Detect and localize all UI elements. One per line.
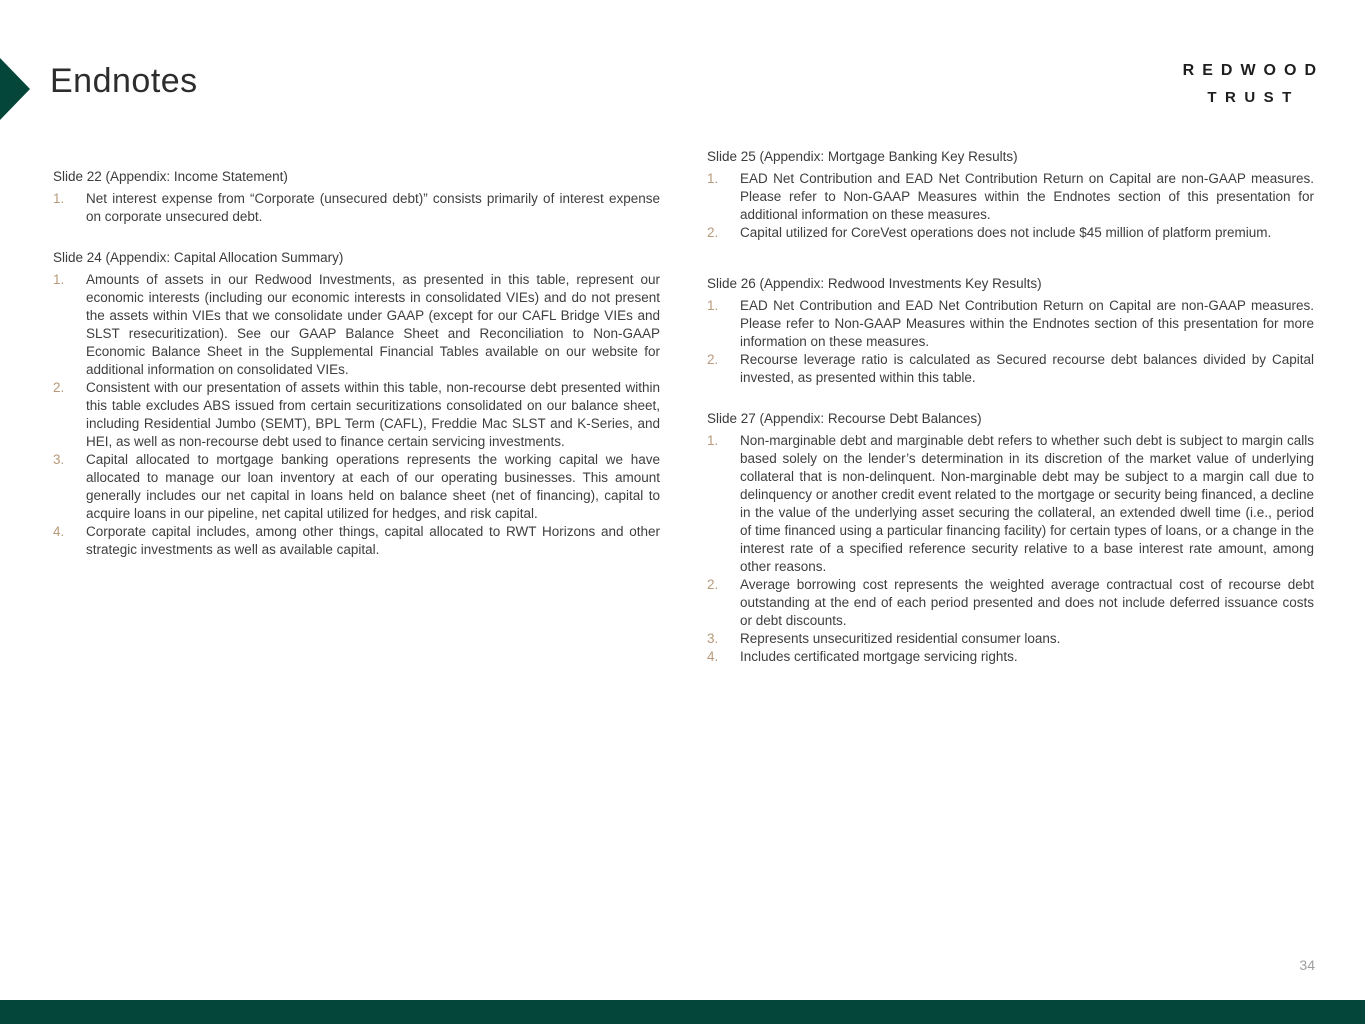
endnote-number: 1. [53, 272, 65, 287]
endnote-text: EAD Net Contribution and EAD Net Contribution Return on Capital are non-GAAP measures. Please refer to Non-GAAP Measures within the Endnotes section of this presentation for more information on these measures. [740, 298, 1314, 349]
footer-bar [0, 1000, 1365, 1024]
section-label: Slide 26 (Appendix: Redwood Investments Key Results) [707, 276, 1042, 291]
endnote-section [53, 249, 660, 559]
page-number: 34 [1299, 957, 1315, 973]
endnote-item [707, 432, 1314, 576]
endnote-item [707, 170, 1314, 224]
endnote-number: 3. [53, 452, 65, 467]
endnotes-column-right [707, 148, 1314, 689]
endnote-section [707, 148, 1314, 242]
endnote-item [707, 648, 1314, 666]
endnote-number: 1. [707, 433, 719, 448]
endnotes-column-left [53, 148, 660, 689]
endnote-text: Capital utilized for CoreVest operations does not include $45 million of platform premium. [740, 225, 1272, 240]
endnote-number: 2. [707, 577, 719, 592]
endnote-item [707, 351, 1314, 387]
endnote-section [53, 168, 660, 226]
endnote-text: Average borrowing cost represents the weighted average contractual cost of recourse debt outstanding at the end of each period presented and does not include deferred issuance costs or debt discounts. [740, 577, 1314, 628]
endnote-text: Capital allocated to mortgage banking operations represents the working capital we have allocated to manage our loan inventory at each of our operating businesses. This amount generally includes our net capital in loans held on balance sheet (net of financing), capital to acquire loans in our pipeline, net capital utilized for hedges, and risk capital. [86, 452, 660, 521]
endnote-text: Represents unsecuritized residential consumer loans. [740, 631, 1061, 646]
endnote-item [707, 224, 1314, 242]
section-label: Slide 22 (Appendix: Income Statement) [53, 169, 288, 184]
endnote-item [53, 190, 660, 226]
endnote-number: 3. [707, 631, 719, 646]
endnote-item [53, 523, 660, 559]
endnote-item [707, 297, 1314, 351]
page-title: Endnotes [50, 62, 198, 100]
section-label: Slide 25 (Appendix: Mortgage Banking Key Results) [707, 149, 1018, 164]
endnote-item [707, 630, 1314, 648]
endnote-item [707, 576, 1314, 630]
endnote-text: Recourse leverage ratio is calculated as Secured recourse debt balances divided by Capital invested, as presented within this table. [740, 352, 1314, 385]
endnote-number: 2. [53, 380, 65, 395]
endnote-number: 4. [707, 649, 719, 664]
endnote-text: Amounts of assets in our Redwood Investments, as presented in this table, represent our economic interests (including our economic interests in consolidated VIEs) and do not present the assets within VIEs that we consolidate under GAAP (except for our CAFL Bridge VIEs and SLST resecuritization). See our GAAP Balance Sheet and Reconciliation to Non-GAAP Economic Balance Sheet in the Supplemental Financial Tables available on our website for additional information on consolidated VIEs. [86, 272, 660, 377]
endnote-number: 1. [707, 298, 719, 313]
company-logo [1182, 62, 1324, 106]
endnote-text: EAD Net Contribution and EAD Net Contribution Return on Capital are non-GAAP measures. Please refer to Non-GAAP Measures within the Endnotes section of this presentation for additional information on these measures. [740, 171, 1314, 222]
endnote-number: 4. [53, 524, 65, 539]
endnote-text: Includes certificated mortgage servicing rights. [740, 649, 1018, 664]
endnote-section [707, 410, 1314, 666]
endnote-section [707, 275, 1314, 387]
endnote-number: 1. [53, 191, 65, 206]
endnote-text: Non-marginable debt and marginable debt refers to whether such debt is subject to margin calls based solely on the lender’s determination in its discretion of the market value of underlying collateral that is non-delinquent. Non-marginable debt may be subject to a margin call due to delinquency or another credit event related to the mortgage or security being financed, a decline in the value of the underlying asset securing the collateral, an extended dwell time (i.e., period of time financed using a particular financing facility) for certain types of loans, or a change in the interest rate of a specified reference security relative to a base interest rate amount, among other reasons. [740, 433, 1314, 574]
endnote-text: Corporate capital includes, among other things, capital allocated to RWT Horizons and other strategic investments as well as available capital. [86, 524, 660, 557]
endnote-number: 2. [707, 352, 719, 367]
section-label: Slide 27 (Appendix: Recourse Debt Balances) [707, 411, 982, 426]
endnotes-content [53, 148, 1314, 689]
endnote-item [53, 271, 660, 379]
logo-redwood-text: REDWOOD [1182, 62, 1324, 79]
endnote-item [53, 451, 660, 523]
section-label: Slide 24 (Appendix: Capital Allocation Summary) [53, 250, 344, 265]
brand-arrow-icon [0, 58, 30, 120]
endnote-item [53, 379, 660, 451]
endnote-text: Consistent with our presentation of assets within this table, non-recourse debt presented within this table excludes ABS issued from certain securitizations consolidated on our balance sheet, including Residential Jumbo (SEMT), BPL Term (CAFL), Freddie Mac SLST and K-Series, and HEI, as well as non-recourse debt used to finance certain servicing investments. [86, 380, 660, 449]
endnote-number: 2. [707, 225, 719, 240]
endnote-text: Net interest expense from “Corporate (unsecured debt)” consists primarily of interest expense on corporate unsecured debt. [86, 191, 660, 224]
endnote-number: 1. [707, 171, 719, 186]
logo-trust-text: TRUST [1207, 89, 1300, 106]
